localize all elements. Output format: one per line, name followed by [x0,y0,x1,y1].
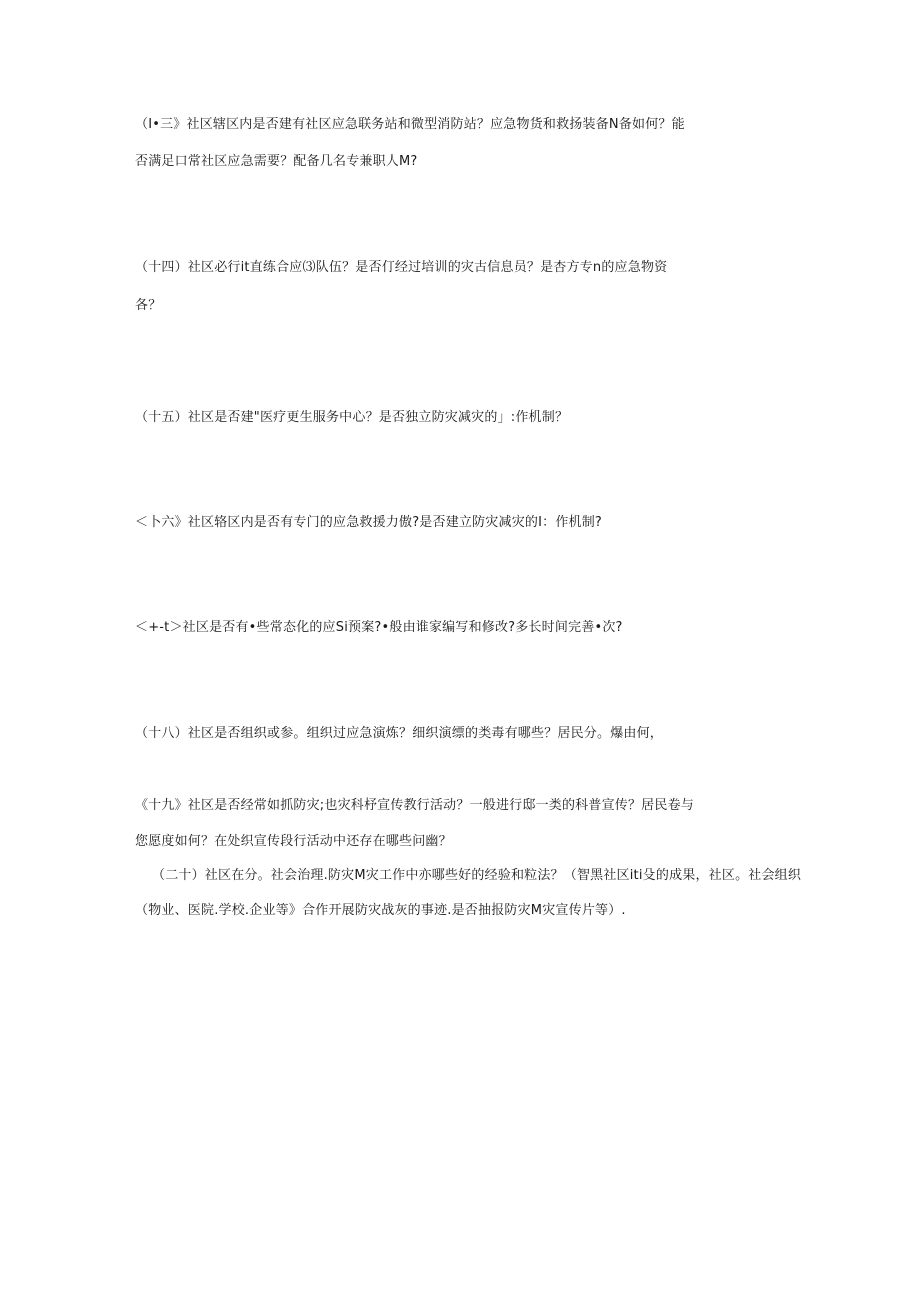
paragraph-13-line-2: 否满足口常社区应急需要？配备几名专兼职人M? [135,154,418,169]
paragraph-14-line-2: 各？ [135,298,162,313]
paragraph-16-line-1: ＜卜六》社区辂区内是否有专门的应急救援力傲?是否建立防灾减灾的I：作机制? [135,515,603,530]
paragraph-20-line-1: （二十）社区在分。社会治理.防灾M灾工作中亦哪些好的经验和粒法？（智黑社区iti殳的成果，社区。社会组织 [152,868,802,883]
paragraph-19-line-2: 您愿度如何？在处织宣传段行活动中还存在哪些问幽？ [135,834,452,849]
paragraph-14-line-1: （十四）社区必行it直练合应⑶队伍？是否仃经过培训的灾古信息员？是杏方专n的应急物资 [135,260,668,275]
paragraph-19-line-1: 《十九》社区是否经常如抓防灾;也灾科杼宣传教行活动？一般进行邸一类的科普宣传？居民卷与 [135,798,694,813]
paragraph-17-line-1: ＜+-t＞社区是否有•些常态化的应Si预案?•般由谁家编写和修改?多长时间完善•次? [135,620,623,635]
paragraph-18-line-1: （十八）社区是否组织或参。组织过应急演炼？细织演缥的类毒有哪些？居民分。爆由何， [135,726,664,741]
paragraph-15-line-1: （十五）社区是否建"医疗更生服务中心？是否独立防灾减灾的」:作机制？ [135,410,569,425]
paragraph-20-line-2: （物业、医院.学校.企业等》合作开展防灾战灰的事迹.是否抽报防灾M灾宣传片等）. [135,903,626,918]
paragraph-13-line-1: （I•三》社区辖区内是否建有社区应急联务站和微型消防站？应急物货和救扬装备N备如何？能 [135,117,685,132]
